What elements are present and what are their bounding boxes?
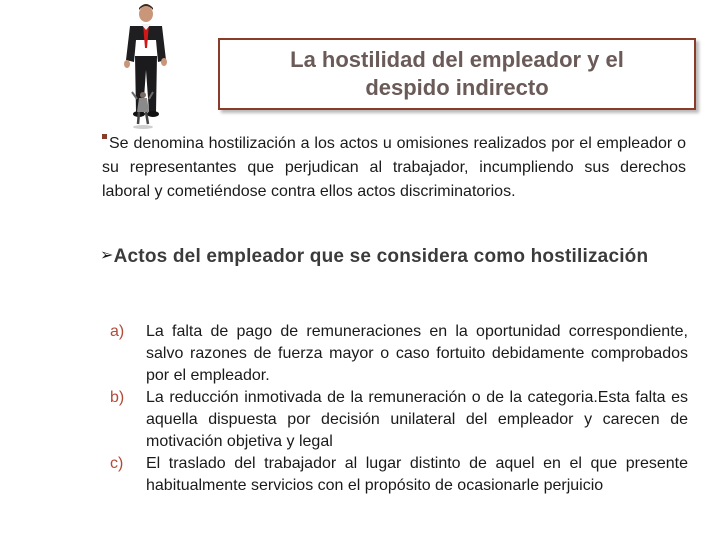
subheading-text: Actos del empleador que se considera como hostilización xyxy=(113,246,649,267)
list-item xyxy=(100,387,688,453)
slide-title xyxy=(218,38,696,110)
list-item xyxy=(100,453,688,497)
title-line-1: La hostilidad del empleador y el xyxy=(290,47,624,72)
intro-text: Se denomina hostilización a los actos u omisiones realizados por el empleador o su representantes que perjudican al trabajador, incumpliendo sus derechos laboral y cometiéndose contra ellos actos discriminatorios. xyxy=(102,135,686,200)
square-bullet-icon xyxy=(102,134,107,139)
list-item-text: La falta de pago de remuneraciones en la oportunidad correspondiente, salvo razones de fuerza mayor o caso fortuito debidamente comprobados por el empleador. xyxy=(146,323,688,384)
hostility-acts-list xyxy=(100,321,688,497)
title-line-2: despido indirecto xyxy=(365,75,549,100)
boss-and-worker-illustration xyxy=(108,0,218,140)
list-marker: a) xyxy=(110,323,125,340)
section-subheading xyxy=(100,242,697,271)
arrow-bullet-icon: ➢ xyxy=(100,247,114,264)
list-item xyxy=(100,321,688,387)
list-item-text: El traslado del trabajador al lugar distinto de aquel en el que presente habitualmente servicios con el propósito de ocasionarle perjuicio xyxy=(146,455,688,494)
intro-paragraph xyxy=(102,132,686,204)
list-item-text: La reducción inmotivada de la remuneración o de la categoria.Esta falta es aquella dispuesta por decisión unilateral del empleador y carecen de motivación objetiva y legal xyxy=(146,389,688,450)
list-marker: c) xyxy=(110,455,124,472)
list-marker: b) xyxy=(110,389,125,406)
